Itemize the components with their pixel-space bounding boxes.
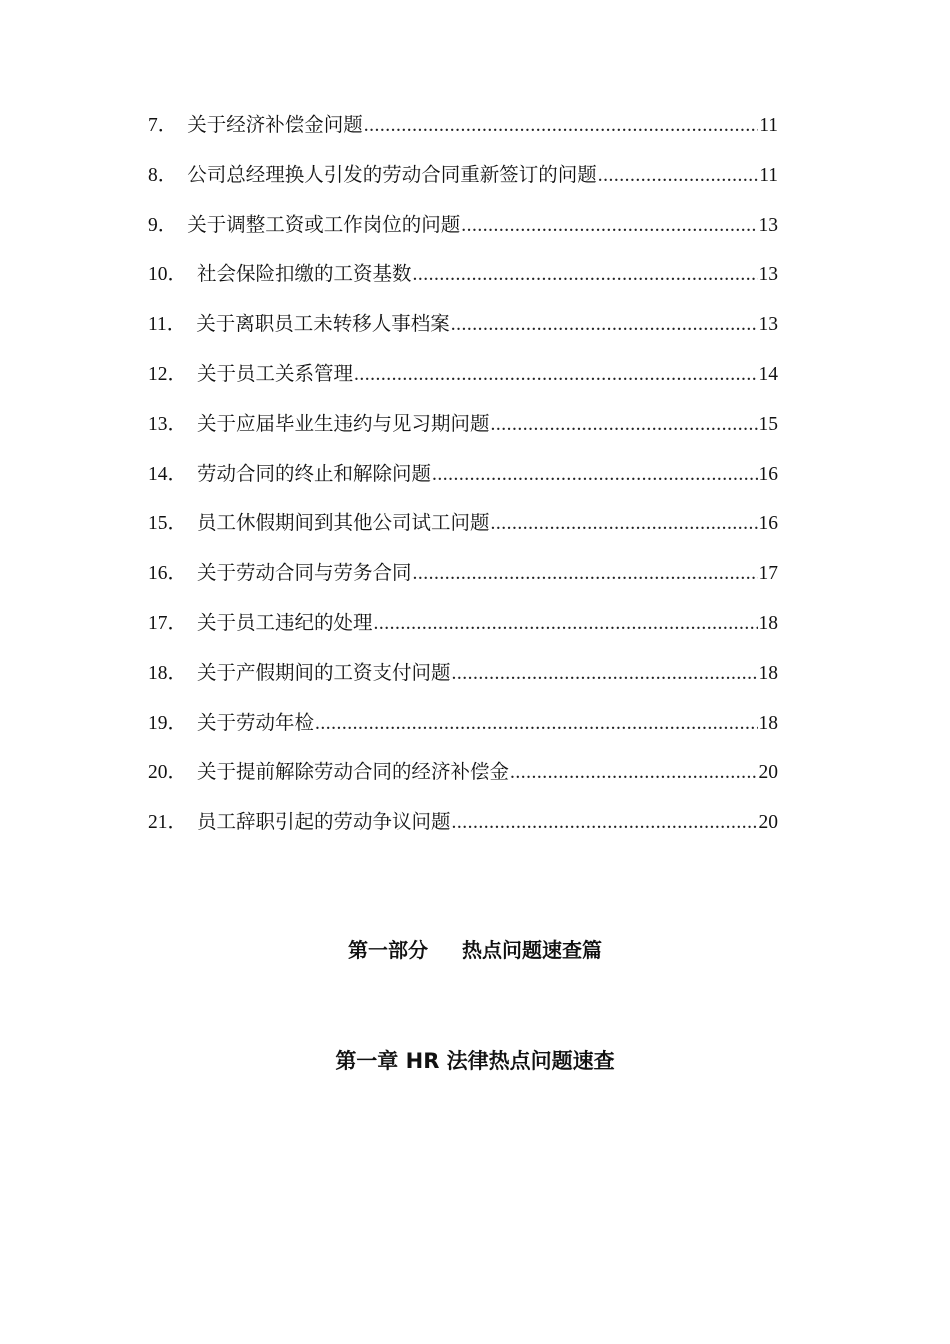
toc-entry-page: 14 xyxy=(758,363,778,385)
toc-entry-page: 16 xyxy=(758,513,778,535)
toc-dot-leader xyxy=(413,260,758,290)
toc-entry-number: 20． xyxy=(148,762,188,784)
toc-entry-page: 16 xyxy=(758,463,778,485)
toc-entry-title: 员工辞职引起的劳动争议问题 xyxy=(197,810,451,834)
toc-entry-title: 关于经济补偿金问题 xyxy=(187,113,363,136)
toc-entry[interactable] xyxy=(148,459,778,509)
toc-dot-leader xyxy=(354,360,757,390)
toc-entry[interactable] xyxy=(148,508,778,558)
toc-entry-page: 18 xyxy=(758,712,778,734)
part-title: 热点问题速查篇 xyxy=(462,938,602,962)
toc-entry[interactable] xyxy=(148,210,778,260)
toc-entry-number: 13． xyxy=(148,413,188,435)
toc-entry-page: 18 xyxy=(758,612,778,634)
chapter-heading: 第一章 HR 法律热点问题速查 xyxy=(335,1049,615,1073)
toc-entry-title: 关于员工关系管理 xyxy=(197,361,354,385)
toc-entry-title: 劳动合同的终止和解除问题 xyxy=(197,461,432,485)
toc-entry-title: 关于劳动年检 xyxy=(197,710,315,734)
toc-dot-leader xyxy=(432,460,757,490)
toc-entry-page: 18 xyxy=(758,662,778,684)
toc-entry-number: 8． xyxy=(148,164,178,186)
toc-entry-title: 关于产假期间的工资支付问题 xyxy=(197,660,451,684)
toc-dot-leader xyxy=(374,609,758,639)
toc-entry-title: 关于调整工资或工作岗位的问题 xyxy=(187,212,461,236)
toc-entry-number: 17． xyxy=(148,612,188,634)
toc-entry-number: 15． xyxy=(148,513,188,535)
toc-entry[interactable] xyxy=(148,160,778,210)
toc-entry-number: 16． xyxy=(148,563,188,585)
toc-entry-number: 10． xyxy=(148,264,188,286)
toc-dot-leader xyxy=(491,410,758,440)
toc-entry[interactable] xyxy=(148,259,778,309)
toc-entry-page: 20 xyxy=(758,762,778,784)
toc-dot-leader xyxy=(315,709,757,739)
part-heading xyxy=(0,935,950,965)
toc-dot-leader xyxy=(461,211,757,241)
toc-entry-page: 11 xyxy=(759,164,778,186)
toc-entry-title: 关于离职员工未转移人事档案 xyxy=(196,312,450,336)
toc-entry-page: 11 xyxy=(759,115,778,136)
toc-entry-page: 13 xyxy=(758,314,778,336)
toc-entry[interactable] xyxy=(148,608,778,658)
toc-entry[interactable] xyxy=(148,558,778,608)
toc-entry[interactable] xyxy=(148,359,778,409)
toc-entry[interactable] xyxy=(148,708,778,758)
toc-entry-number: 21． xyxy=(148,812,188,834)
toc-entry-number: 14． xyxy=(148,463,188,485)
toc-entry-page: 17 xyxy=(758,563,778,585)
toc-dot-leader xyxy=(413,559,758,589)
toc-entry-number: 7． xyxy=(148,115,178,136)
toc-entry[interactable] xyxy=(148,409,778,459)
toc-dot-leader xyxy=(451,310,758,340)
toc-entry[interactable] xyxy=(148,757,778,807)
toc-entry-title: 关于劳动合同与劳务合同 xyxy=(197,561,412,585)
toc-dot-leader xyxy=(598,161,758,191)
toc-entry[interactable] xyxy=(148,309,778,359)
toc-entry-number: 11． xyxy=(148,314,187,336)
toc-entry-page: 15 xyxy=(758,413,778,435)
toc-entry-title: 关于应届毕业生违约与见习期问题 xyxy=(197,411,490,435)
toc-entry-number: 19． xyxy=(148,712,188,734)
toc-entry-title: 公司总经理换人引发的劳动合同重新签订的问题 xyxy=(187,162,597,186)
toc-dot-leader xyxy=(364,111,758,141)
toc-entry[interactable] xyxy=(148,658,778,708)
toc-entry-title: 员工休假期间到其他公司试工问题 xyxy=(197,511,490,535)
toc-entry[interactable] xyxy=(148,807,778,857)
toc-dot-leader xyxy=(510,758,757,788)
toc-entry-page: 13 xyxy=(758,264,778,286)
toc-entry-title: 关于员工违纪的处理 xyxy=(197,610,373,634)
toc-entry-page: 13 xyxy=(758,214,778,236)
toc-dot-leader xyxy=(452,808,758,838)
toc-entry-title: 关于提前解除劳动合同的经济补偿金 xyxy=(197,760,510,784)
part-label: 第一部分 xyxy=(348,938,428,962)
toc-entry[interactable] xyxy=(148,110,778,160)
toc-entry-page: 20 xyxy=(758,812,778,834)
toc-entry-number: 9． xyxy=(148,214,178,236)
table-of-contents xyxy=(148,110,778,857)
toc-dot-leader xyxy=(452,659,758,689)
toc-entry-number: 18． xyxy=(148,662,188,684)
toc-entry-number: 12． xyxy=(148,363,188,385)
toc-dot-leader xyxy=(491,509,758,539)
toc-entry-title: 社会保险扣缴的工资基数 xyxy=(197,262,412,286)
